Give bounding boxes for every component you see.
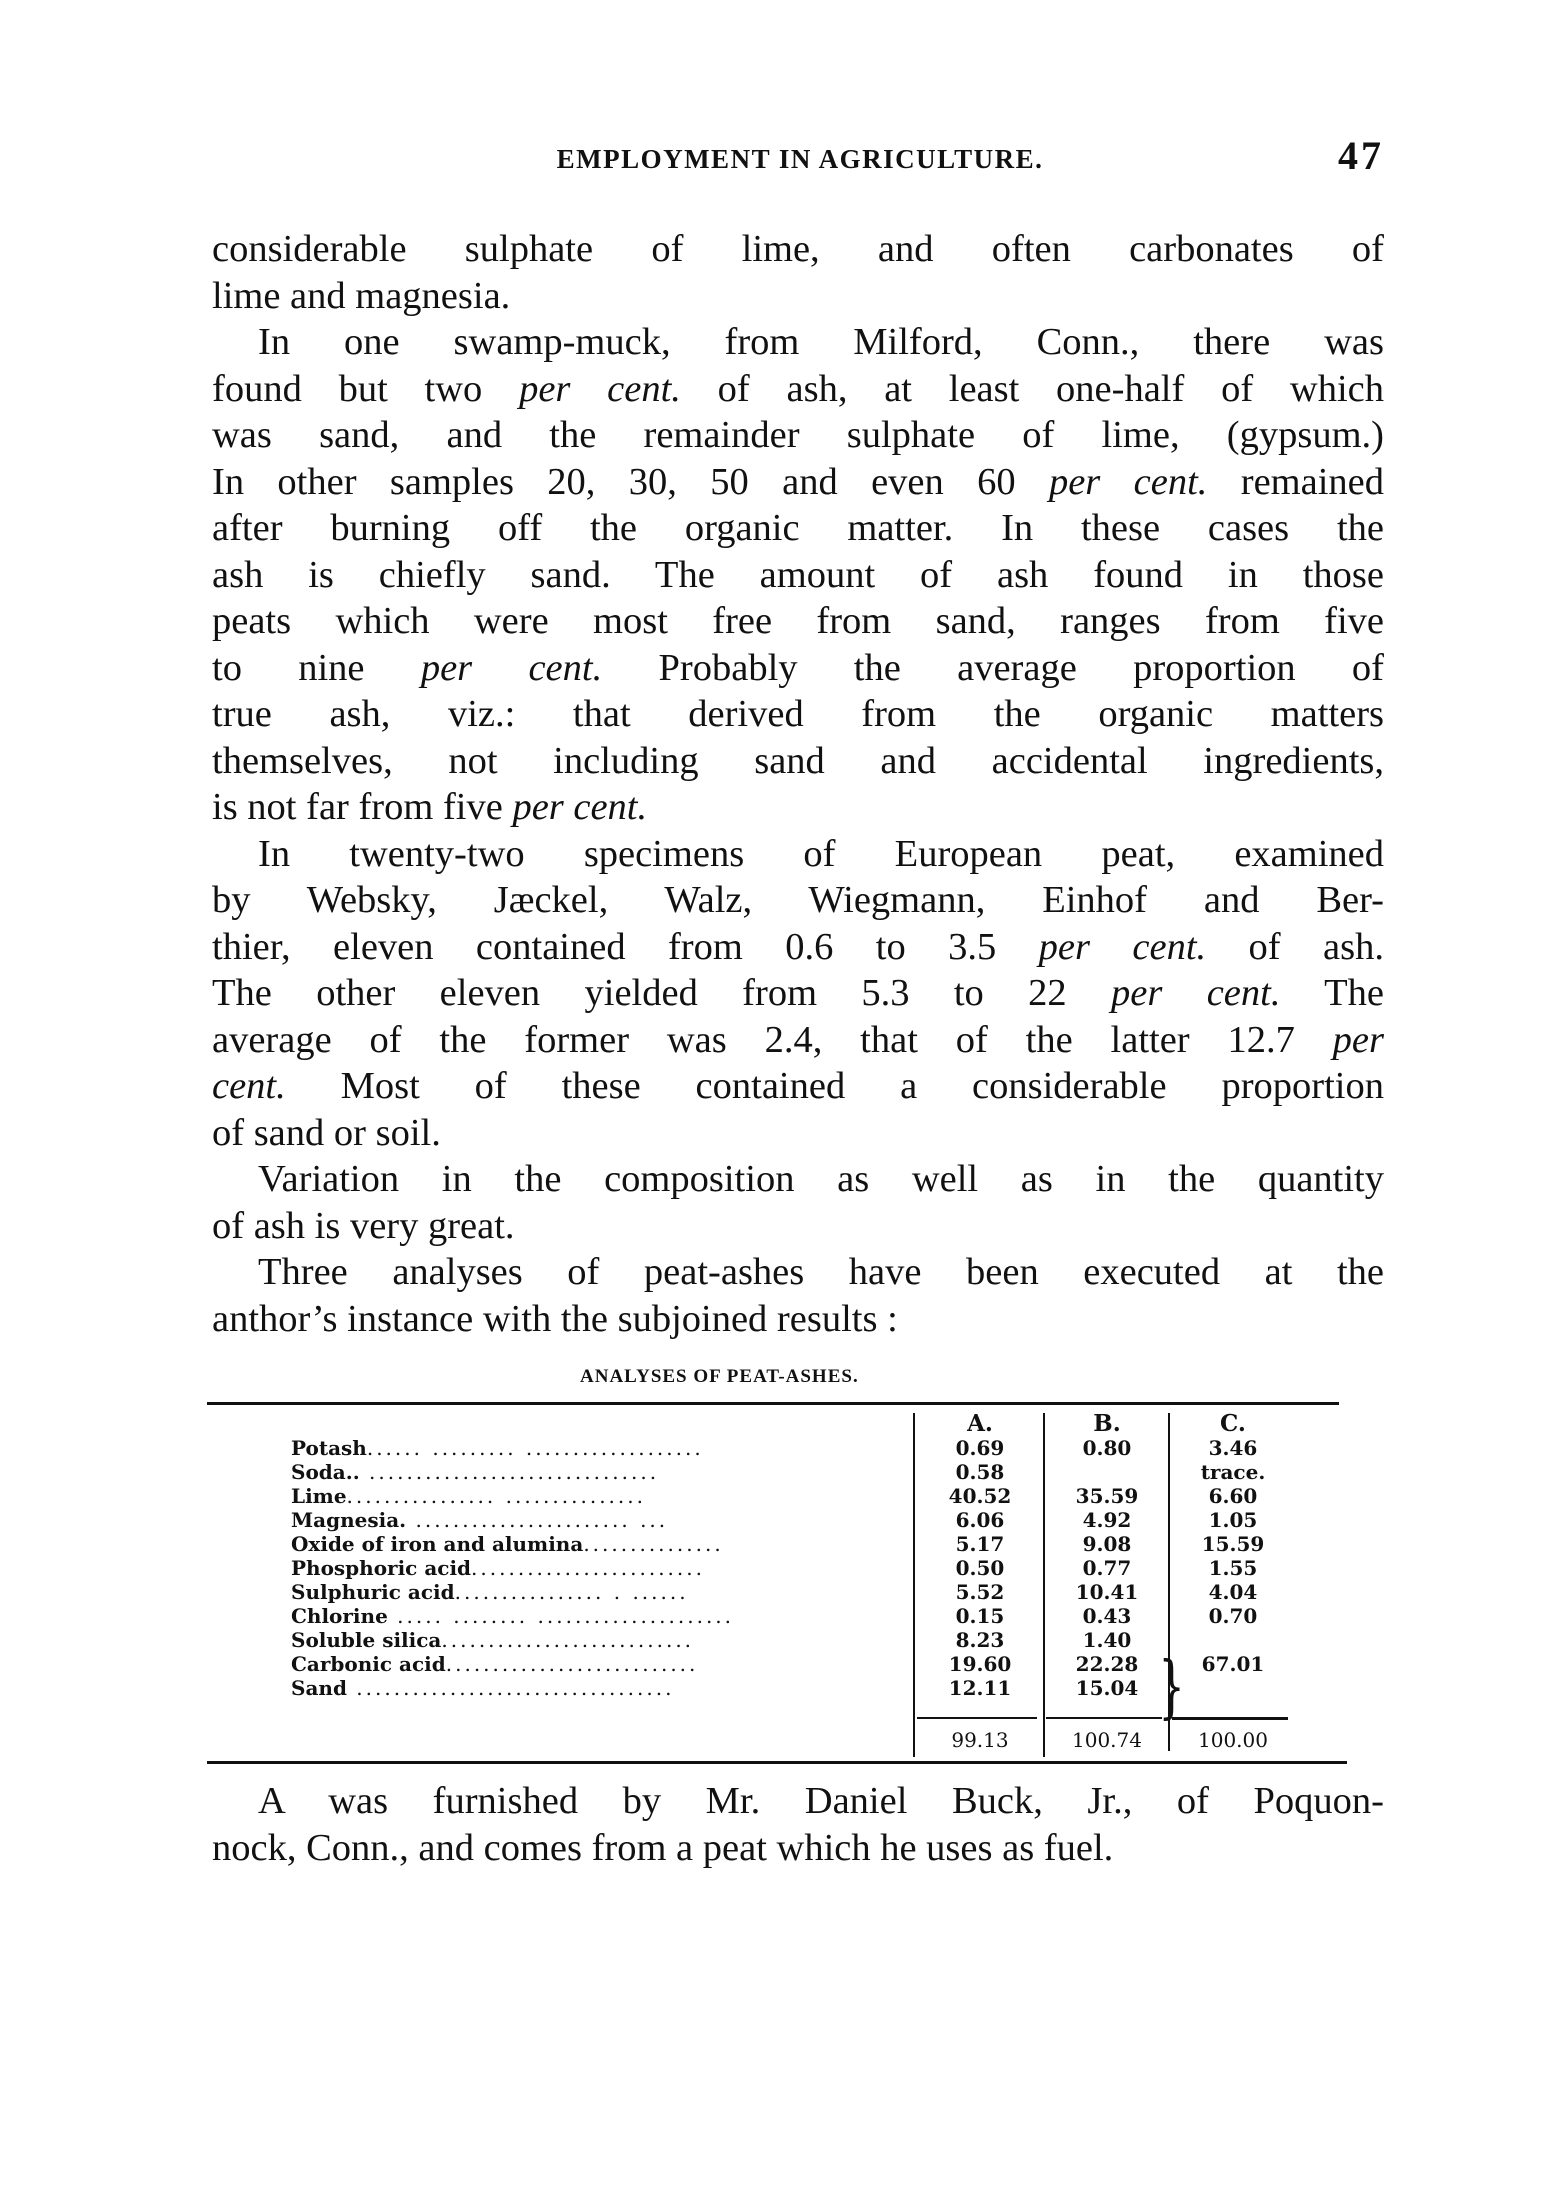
cell-b: 15.04 (1075, 1676, 1139, 1700)
text-run: to nine (212, 646, 421, 689)
cell-c: 1.05 (1208, 1508, 1258, 1532)
text-line (212, 459, 1384, 506)
page-number: 47 (1338, 133, 1384, 178)
row-label (291, 1460, 905, 1484)
table-header-row (0, 1412, 1554, 1436)
cell-c: 15.59 (1201, 1532, 1265, 1556)
cell-c: 67.01 (1201, 1652, 1265, 1676)
row-label (291, 1436, 905, 1460)
cell-c: 1.55 (1208, 1556, 1258, 1580)
table-row (0, 1628, 1554, 1652)
text-line (212, 1110, 1384, 1157)
italic-text: per cent. (512, 786, 648, 828)
row-label (291, 1556, 905, 1580)
row-label-text: Potash (291, 1436, 367, 1460)
text-run: of ash, at least one-half of which (680, 367, 1385, 410)
table-row (0, 1556, 1554, 1580)
dot-leader: ................ . ...... (454, 1580, 689, 1604)
total-b: 100.74 (1072, 1728, 1142, 1752)
table-top-rule (207, 1402, 1339, 1405)
row-label-text: Oxide of iron and alumina (291, 1532, 584, 1556)
running-head: EMPLOYMENT IN AGRICULTURE. (556, 144, 1044, 174)
row-label (291, 1652, 905, 1676)
dot-leader: ........................... (445, 1652, 699, 1676)
row-label-text: Soluble silica (291, 1628, 442, 1652)
table-row (0, 1652, 1554, 1676)
dot-leader: ................ ............... (346, 1484, 646, 1508)
dot-leader: ....................... ... (406, 1508, 669, 1532)
text-line (212, 924, 1384, 971)
text-line (212, 1156, 1384, 1203)
cell-b: 22.28 (1075, 1652, 1139, 1676)
cell-a: 5.52 (955, 1580, 1005, 1604)
text-run: The (1280, 972, 1384, 1014)
italic-text: per cent. (1038, 925, 1207, 968)
sum-rule-a (917, 1717, 1037, 1719)
cell-a: 0.50 (955, 1556, 1005, 1580)
text-line (212, 831, 1384, 878)
text-line (212, 645, 1384, 692)
cell-a: 5.17 (955, 1532, 1005, 1556)
table-totals-row (0, 1728, 1554, 1752)
row-label-text: Sand (291, 1676, 347, 1700)
italic-text: per cent. (1048, 460, 1208, 503)
italic-text: per cent. (420, 646, 603, 689)
text-line (212, 319, 1384, 366)
table-row (0, 1676, 1554, 1700)
text-line (212, 598, 1384, 645)
text-run: of ash. (1206, 925, 1384, 968)
cell-a: 40.52 (948, 1484, 1012, 1508)
text-run: considerable sulphate of lime, and often carbonates of (212, 228, 1384, 270)
row-label-text: Carbonic acid (291, 1652, 446, 1676)
cell-b: 9.08 (1082, 1532, 1132, 1556)
text-line (212, 877, 1384, 924)
text-run: by Websky, Jæckel, Walz, Wiegmann, Einhof and Ber- (212, 879, 1384, 921)
text-run: thier, eleven contained from 0.6 to 3.5 (212, 925, 1039, 968)
text-run: In twenty-two specimens of European peat, examined (258, 832, 1384, 875)
sum-rule-b (1046, 1717, 1162, 1719)
table-row (0, 1508, 1554, 1532)
text-line (212, 970, 1384, 1017)
text-run: found but two (212, 367, 520, 410)
italic-text: per cent. (519, 367, 681, 410)
text-run: The other eleven yielded from 5.3 to 22 (212, 972, 1112, 1014)
text-line (212, 1778, 1384, 1825)
text-line (212, 1017, 1384, 1064)
cell-c: 4.04 (1208, 1580, 1258, 1604)
dot-leader: ............... (583, 1532, 724, 1556)
text-line (212, 273, 1384, 320)
row-label (291, 1484, 905, 1508)
cell-b: 1.40 (1082, 1628, 1132, 1652)
column-header-c: C. (1220, 1410, 1246, 1437)
text-run: themselves, not including sand and accidental ingredients, (212, 739, 1384, 782)
cell-c: 0.70 (1208, 1604, 1258, 1628)
cell-b: 35.59 (1075, 1484, 1139, 1508)
row-label-text: Chlorine (291, 1604, 388, 1628)
closing-paragraph (212, 1778, 1384, 1871)
sum-rule-c (1172, 1717, 1288, 1720)
cell-b: 0.77 (1082, 1556, 1132, 1580)
text-run: In other samples 20, 30, 50 and even 60 (212, 460, 1049, 503)
dot-leader: ............................... (359, 1460, 660, 1484)
text-run: Variation in the composition as well as in the quantity (258, 1158, 1384, 1200)
table-row (0, 1460, 1554, 1484)
text-run: remained (1207, 460, 1384, 503)
cell-a: 19.60 (948, 1652, 1012, 1676)
italic-text: per (1332, 1018, 1384, 1061)
dot-leader: ........................... (441, 1628, 695, 1652)
text-run: A was furnished by Mr. Daniel Buck, Jr., of Poquon- (258, 1780, 1384, 1822)
dot-leader: .................................. (346, 1676, 675, 1700)
text-run: Three analyses of peat-ashes have been executed at the (258, 1251, 1384, 1293)
row-label (291, 1580, 905, 1604)
cell-b: 10.41 (1075, 1580, 1139, 1604)
cell-a: 0.58 (955, 1460, 1005, 1484)
text-line (212, 691, 1384, 738)
text-line (212, 226, 1384, 273)
text-line (212, 1825, 1384, 1872)
body-text (212, 226, 1384, 1342)
text-line (212, 366, 1384, 413)
cell-a: 12.11 (948, 1676, 1012, 1700)
dot-leader: ...... ......... ................... (366, 1436, 704, 1460)
text-line (212, 1296, 1384, 1343)
row-label (291, 1676, 905, 1700)
italic-text: per cent. (1111, 972, 1281, 1014)
cell-a: 6.06 (955, 1508, 1005, 1532)
total-a: 99.13 (951, 1728, 1009, 1752)
text-line (212, 1063, 1384, 1110)
cell-c: trace. (1200, 1460, 1266, 1484)
row-label (291, 1508, 905, 1532)
text-run: after burning off the organic matter. In these cases the (212, 507, 1384, 549)
text-run: peats which were most free from sand, ranges from five (212, 600, 1384, 642)
text-line (212, 738, 1384, 785)
text-line (212, 505, 1384, 552)
text-run: lime and magnesia. (212, 274, 511, 317)
text-run: Most of these contained a considerable proportion (285, 1065, 1384, 1107)
text-line (212, 1249, 1384, 1296)
table-row (0, 1484, 1554, 1508)
dot-leader: ..... ........ ..................... (387, 1604, 735, 1628)
text-run: nock, Conn., and comes from a peat which he uses as fuel. (212, 1826, 1114, 1869)
cell-b: 0.80 (1082, 1436, 1132, 1460)
text-run: Probably the average proportion of (602, 646, 1384, 689)
dot-leader: ......................... (471, 1556, 705, 1580)
row-label (291, 1604, 905, 1628)
text-run: In one swamp-muck, from Milford, Conn., there was (258, 321, 1384, 363)
row-label-text: Lime (291, 1484, 347, 1508)
table-row (0, 1604, 1554, 1628)
row-label-text: Magnesia. (291, 1508, 407, 1532)
table-row (0, 1436, 1554, 1460)
table-row (0, 1580, 1554, 1604)
row-label-text: Sulphuric acid (291, 1580, 455, 1604)
cell-c: 3.46 (1208, 1436, 1258, 1460)
table-bottom-rule (207, 1761, 1347, 1764)
text-run: true ash, viz.: that derived from the organic matters (212, 693, 1384, 735)
italic-text: cent. (212, 1065, 286, 1107)
text-line (212, 552, 1384, 599)
cell-c: 6.60 (1208, 1484, 1258, 1508)
cell-a: 0.69 (955, 1436, 1005, 1460)
text-run: ash is chiefly sand. The amount of ash found in those (212, 553, 1384, 596)
text-run: of sand or soil. (212, 1111, 441, 1154)
total-c: 100.00 (1198, 1728, 1268, 1752)
grouping-brace: } (1158, 1648, 1185, 1727)
text-line (212, 412, 1384, 459)
cell-a: 0.15 (955, 1604, 1005, 1628)
text-run: of ash is very great. (212, 1204, 515, 1247)
text-line (212, 1203, 1384, 1250)
cell-b: 4.92 (1082, 1508, 1132, 1532)
text-line (212, 784, 1384, 831)
table-row (0, 1532, 1554, 1556)
cell-b: 0.43 (1082, 1604, 1132, 1628)
column-header-b: B. (1093, 1410, 1121, 1437)
column-header-a: A. (967, 1410, 993, 1437)
text-run: anthor’s instance with the subjoined results : (212, 1297, 898, 1340)
text-run: is not far from five (212, 786, 513, 828)
row-label-text: Soda.. (291, 1460, 360, 1484)
text-run: average of the former was 2.4, that of the latter 12.7 (212, 1018, 1333, 1061)
table-title: ANALYSES OF PEAT-ASHES. (580, 1366, 859, 1387)
row-label-text: Phosphoric acid (291, 1556, 472, 1580)
cell-a: 8.23 (955, 1628, 1005, 1652)
row-label (291, 1628, 905, 1652)
row-label (291, 1532, 905, 1556)
text-run: was sand, and the remainder sulphate of lime, (gypsum.) (212, 414, 1384, 456)
